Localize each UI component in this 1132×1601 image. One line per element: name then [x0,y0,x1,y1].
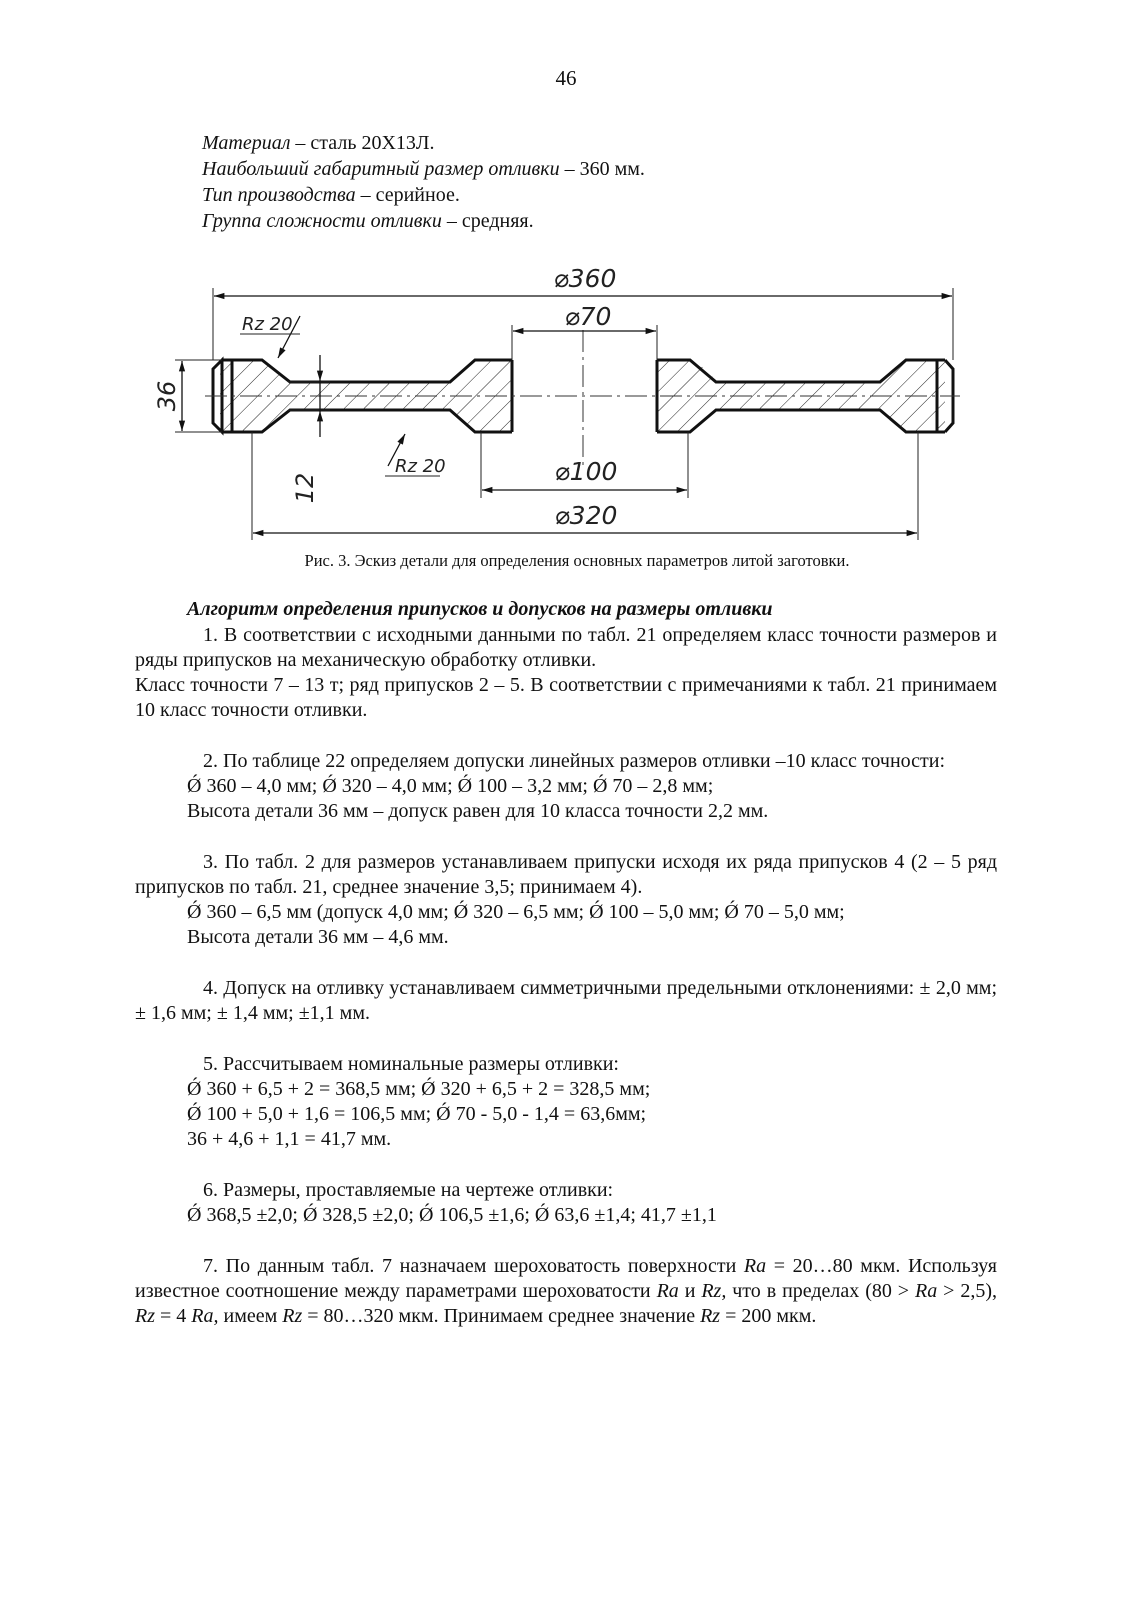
step-3-allowances: Ǿ 360 – 6,5 мм (допуск 4,0 мм; Ǿ 320 – 6,5 мм; Ǿ 100 – 5,0 мм; Ǿ 70 – 5,0 мм; [187,901,845,923]
dim-320-label: ⌀320 [554,501,618,530]
dim-100-label: ⌀100 [554,457,618,486]
param-production-type: Тип производства – серийное. [202,184,460,206]
step-1-conclusion: Класс точности 7 – 13 т; ряд припусков 2 – 5. В соответствии с примечаниями к табл. 21 принимаем 10 класс точности отливки. [135,674,997,721]
dim-360-label: ⌀360 [553,264,617,293]
step-3 [135,850,997,950]
dim-36-label: 36 [153,380,181,412]
step-5-title: 5. Рассчитываем номинальные размеры отливки: [203,1053,619,1075]
page-number: 46 [555,66,577,90]
step-6-dimensions: Ǿ 368,5 ±2,0; Ǿ 328,5 ±2,0; Ǿ 106,5 ±1,6; Ǿ 63,6 ±1,4; 41,7 ±1,1 [187,1204,717,1226]
param-complexity-group: Группа сложности отливки – средняя. [202,210,534,232]
step-6 [135,1178,997,1228]
step-1-text: 1. В соответствии с исходными данными по табл. 21 определяем класс точности размеров и ряды припусков на механическую обработку отливки. [135,624,997,671]
param-max-size: Наибольший габаритный размер отливки – 360 мм. [202,158,645,180]
step-4 [135,976,997,1026]
figure-caption: Рис. 3. Эскиз детали для определения основных параметров литой заготовки. [304,551,850,570]
rz-bottom-label: Rz 20 [395,456,446,477]
step-5-line-1: Ǿ 360 + 6,5 + 2 = 368,5 мм; Ǿ 320 + 6,5 + 2 = 328,5 мм; [187,1078,651,1100]
step-4-text: 4. Допуск на отливку устанавливаем симметричными предельными отклонениями: ± 2,0 мм; ± 1,6 мм; ± 1,4 мм; ±1,1 мм. [135,977,997,1024]
step-5-line-3: 36 + 4,6 + 1,1 = 41,7 мм. [187,1128,392,1150]
step-5 [135,1052,997,1152]
rz-top-label: Rz 20 [242,314,293,335]
step-2-height: Высота детали 36 мм – допуск равен для 10 класса точности 2,2 мм. [187,800,769,822]
step-3-height: Высота детали 36 мм – 4,6 мм. [187,926,449,948]
dim-70-label: ⌀70 [564,302,612,331]
casting-parameters [202,131,645,235]
step-2-text: 2. По таблице 22 определяем допуски линейных размеров отливки –10 класс точности: [203,750,946,772]
step-6-title: 6. Размеры, проставляемые на чертеже отливки: [203,1179,614,1201]
step-3-text: 3. По табл. 2 для размеров устанавливаем припуски исходя их ряда припусков 4 (2 – 5 ряд припусков по табл. 21, среднее значение 3,5; принимаем 4). [135,851,997,898]
part-sketch-drawing [150,250,980,550]
step-5-line-2: Ǿ 100 + 5,0 + 1,6 = 106,5 мм; Ǿ 70 - 5,0 - 1,4 = 63,6мм; [187,1103,647,1125]
step-7: 7. По данным табл. 7 назначаем шероховатость поверхности Ra = 20…80 мкм. Используя известное соотношение между параметрами шероховатости Ra и Rz, что в пределах (80 > Ra > 2,5), Rz = 4 Ra, имеем Rz = 80…320 мкм. Принимаем среднее значение Rz = 200 мкм. [135,1255,997,1327]
document-body [135,597,997,1329]
section-heading: Алгоритм определения припусков и допусков на размеры отливки [187,598,773,620]
param-material: Материал – сталь 20Х13Л. [202,132,435,154]
step-2 [135,749,997,824]
step-1 [135,623,997,723]
step-2-tolerances: Ǿ 360 – 4,0 мм; Ǿ 320 – 4,0 мм; Ǿ 100 – 3,2 мм; Ǿ 70 – 2,8 мм; [187,775,714,797]
dim-12-label: 12 [291,472,319,504]
